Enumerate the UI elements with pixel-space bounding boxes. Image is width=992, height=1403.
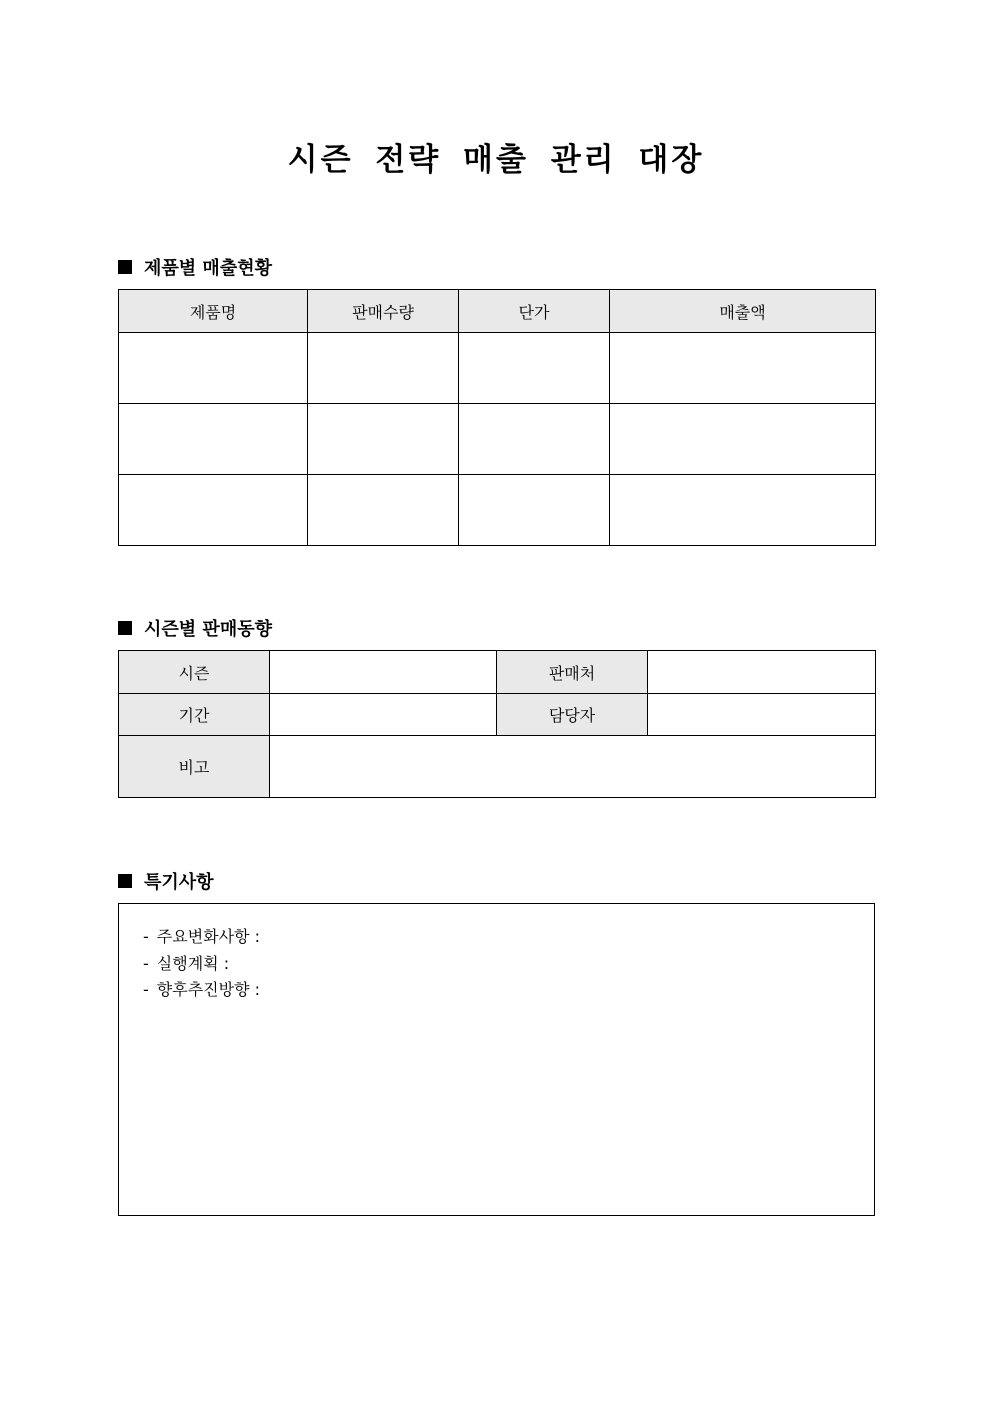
manager-value-cell[interactable] [648, 694, 876, 736]
seasonal-trend-table [118, 650, 876, 798]
dash-bullet: - [143, 927, 149, 946]
period-label: 기간 [119, 694, 270, 736]
sales-amount-cell[interactable] [610, 475, 876, 546]
table-row [119, 651, 876, 694]
table-header-row [119, 290, 876, 333]
dash-bullet: - [143, 980, 149, 999]
section-heading-sales-text: 제품별 매출현황 [144, 258, 272, 279]
table-row [119, 404, 876, 475]
section-heading-trend-text: 시즌별 판매동향 [144, 619, 272, 640]
remarks-value-cell[interactable] [270, 736, 876, 798]
square-bullet-icon [118, 621, 132, 635]
notes-list [119, 904, 874, 1004]
table-row [119, 333, 876, 404]
remarks-label: 비고 [119, 736, 270, 798]
sales-amount-cell[interactable] [610, 404, 876, 475]
product-name-cell[interactable] [119, 475, 308, 546]
square-bullet-icon [118, 874, 132, 888]
section-heading-sales [118, 254, 272, 280]
special-notes-box[interactable] [118, 903, 875, 1216]
list-item [143, 977, 874, 1004]
seller-value-cell[interactable] [648, 651, 876, 694]
section-heading-notes [118, 868, 214, 894]
section-heading-notes-text: 특기사항 [144, 872, 214, 893]
square-bullet-icon [118, 260, 132, 274]
table-row [119, 475, 876, 546]
quantity-cell[interactable] [308, 475, 459, 546]
column-header-unit-price: 단가 [459, 290, 610, 333]
list-item [143, 951, 874, 978]
note-label-action-plan: 실행계획 : [156, 953, 230, 973]
unit-price-cell[interactable] [459, 404, 610, 475]
season-value-cell[interactable] [270, 651, 497, 694]
manager-label: 담당자 [497, 694, 648, 736]
note-label-major-changes: 주요변화사항 : [156, 927, 260, 946]
sales-amount-cell[interactable] [610, 333, 876, 404]
column-header-quantity: 판매수량 [308, 290, 459, 333]
unit-price-cell[interactable] [459, 333, 610, 404]
sales-by-product-table [118, 289, 876, 546]
list-item [143, 924, 874, 951]
quantity-cell[interactable] [308, 333, 459, 404]
table-row [119, 736, 876, 798]
quantity-cell[interactable] [308, 404, 459, 475]
section-heading-trend [118, 615, 272, 641]
document-title: 시즌 전략 매출 관리 대장 [287, 142, 705, 178]
product-name-cell[interactable] [119, 404, 308, 475]
season-label: 시즌 [119, 651, 270, 694]
dash-bullet: - [143, 953, 149, 973]
table-row [119, 694, 876, 736]
note-label-future-direction: 향후추진방향 : [156, 980, 260, 999]
column-header-sales-amount: 매출액 [610, 290, 876, 333]
unit-price-cell[interactable] [459, 475, 610, 546]
product-name-cell[interactable] [119, 333, 308, 404]
period-value-cell[interactable] [270, 694, 497, 736]
seller-label: 판매처 [497, 651, 648, 694]
column-header-product-name: 제품명 [119, 290, 308, 333]
